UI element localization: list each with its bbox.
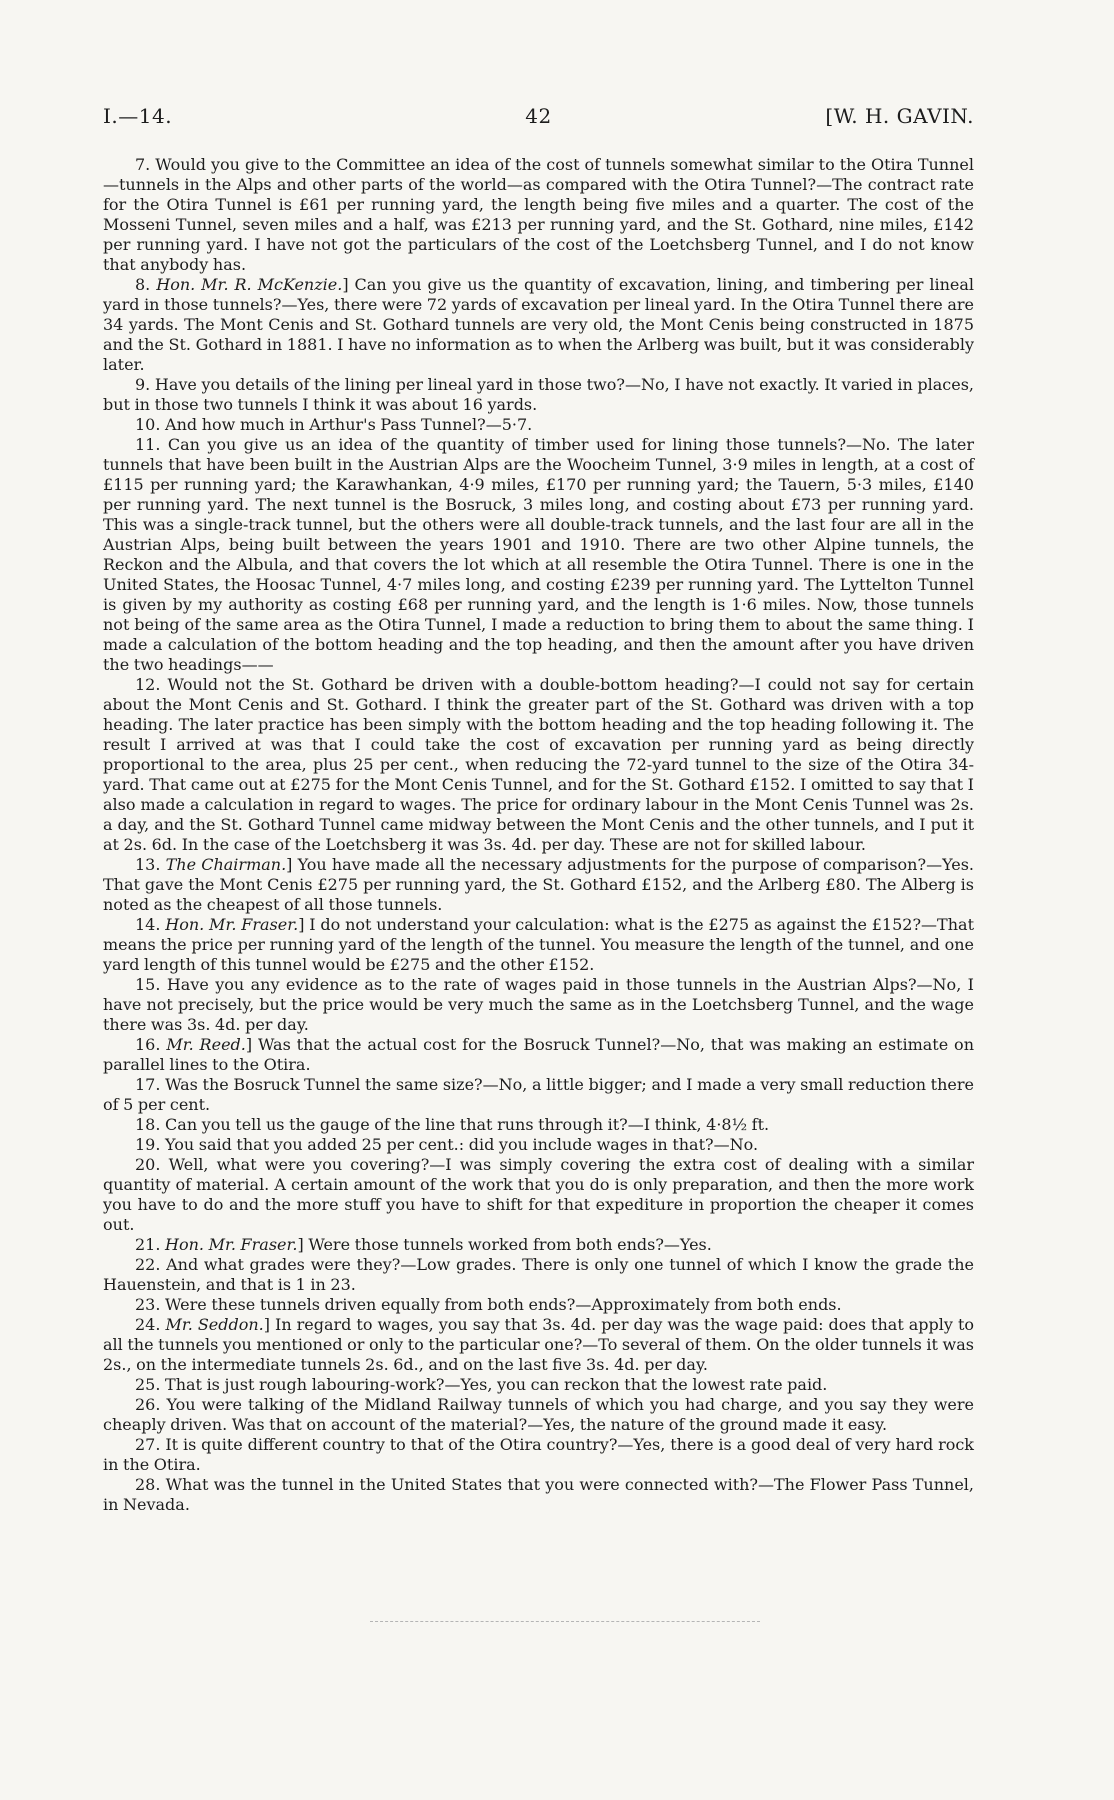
speaker-name: The Chairman. [165,855,287,874]
question-paragraph [103,155,974,275]
speaker-name: Hon. Mr. R. McKenzie. [156,275,343,294]
paragraph-text: 28. What was the tunnel in the United States that you were connected with?—The Flower Pass Tunnel, in Nevada. [103,1475,974,1514]
question-number: 8. [135,275,157,294]
paragraph-text: 15. Have you any evidence as to the rate of wages paid in those tunnels in the Austrian Alps?—No, I have not precisely, but the price would be very much the same as in the Loetchsberg Tunnel, and the wage there was 3s. 4d. per day. [103,975,974,1034]
question-paragraph [103,675,974,855]
paragraph-text: ] Was that the actual cost for the Bosruck Tunnel?—No, that was making an estimate on parallel lines to the Otira. [103,1035,974,1074]
running-header [103,104,974,132]
speaker-name: Mr. Seddon. [165,1315,264,1334]
paragraph-text: ] I do not understand your calculation: what is the £275 as against the £152?—That means the price per running yard of the length of the tunnel. You measure the length of the tunnel, and one yard length of this tunnel would be £275 and the other £152. [103,915,974,974]
document-reference: I.—14. [103,104,173,128]
paragraph-text: 10. And how much in Arthur's Pass Tunnel?—5·7. [135,415,533,434]
end-rule [370,1621,760,1623]
question-paragraph [103,975,974,1035]
question-paragraph [103,915,974,975]
paragraph-text: 11. Can you give us an idea of the quantity of timber used for lining those tunnels?—No. The later tunnels that have been built in the Austrian Alps are the Woocheim Tunnel, 3·9 miles in length, at a cost of £115 per running yard; the Karawhankan, 4·9 miles, £170 per running yard; the Tauern, 5·3 miles, £140 per running yard. The next tunnel is the Bosruck, 3 miles long, and costing about £73 per running yard. This was a single-track tunnel, but the others were all double-track tunnels, and the last four are all in the Austrian Alps, being built between the years 1901 and 1910. There are two other Alpine tunnels, the Reckon and the Albula, and that covers the lot which at all resemble the Otira Tunnel. There is one in the United States, the Hoosac Tunnel, 4·7 miles long, and costing £239 per running yard. The Lyttelton Tunnel is given by my authority as costing £68 per running yard, and the length is 1·6 miles. Now, those tunnels not being of the same area as the Otira Tunnel, I made a reduction to bring them to about the same thing. I made a calculation of the bottom heading and the top heading, and then the amount after you have driven the two headings—— [103,435,974,674]
paragraph-text: 18. Can you tell us the gauge of the line that runs through it?—I think, 4·8½ ft. [135,1115,770,1134]
question-paragraph [103,1435,974,1475]
question-paragraph [103,415,974,435]
question-paragraph [103,1475,974,1515]
question-number: 13. [135,855,166,874]
question-paragraph [103,1155,974,1235]
witness-name: [W. H. GAVIN. [825,104,974,128]
paragraph-text: 22. And what grades were they?—Low grades. There is only one tunnel of which I know the grade the Hauenstein, and that is 1 in 23. [103,1255,974,1294]
speaker-name: Hon. Mr. Fraser. [165,1235,298,1254]
question-number: 16. [135,1035,167,1054]
question-paragraph [103,1035,974,1075]
paragraph-text: 25. That is just rough labouring-work?—Yes, you can reckon that the lowest rate paid. [135,1375,828,1394]
question-number: 24. [135,1315,166,1334]
question-paragraph [103,1075,974,1115]
paragraph-text: 9. Have you details of the lining per lineal yard in those two?—No, I have not exactly. It varied in places, but in those two tunnels I think it was about 16 yards. [103,375,974,414]
question-paragraph [103,1375,974,1395]
question-paragraph [103,1135,974,1155]
paragraph-text: ] Can you give us the quantity of excavation, lining, and timbering per lineal yard in those tunnels?—Yes, there were 72 yards of excavation per lineal yard. In the Otira Tunnel there are 34 yards. The Mont Cenis and St. Gothard tunnels are very old, the Mont Cenis being constructed in 1875 and the St. Gothard in 1881. I have no information as to when the Arlberg was built, but it was considerably later. [103,275,975,374]
question-paragraph [103,1295,974,1315]
paragraph-text: 20. Well, what were you covering?—I was simply covering the extra cost of dealing with a similar quantity of material. A certain amount of the work that you do is only preparation, and then the more work you have to do and the more stuff you have to shift for that expediture in proportion the cheaper it comes out. [103,1155,974,1234]
paragraph-text: 17. Was the Bosruck Tunnel the same size?—No, a little bigger; and I made a very small reduction there of 5 per cent. [103,1075,974,1114]
paragraph-text: 26. You were talking of the Midland Railway tunnels of which you had charge, and you say they were cheaply driven. Was that on account of the material?—Yes, the nature of the ground made it easy. [103,1395,974,1434]
paragraph-text: 23. Were these tunnels driven equally from both ends?—Approximately from both ends. [135,1295,842,1314]
question-paragraph [103,1395,974,1435]
question-paragraph [103,1235,974,1255]
question-number: 14. [135,915,166,934]
question-paragraph [103,1115,974,1135]
page-number: 42 [525,104,552,128]
question-paragraph [103,435,974,675]
question-paragraph [103,275,974,375]
paragraph-text: 7. Would you give to the Committee an idea of the cost of tunnels somewhat similar to the Otira Tunnel—tunnels in the Alps and other parts of the world—as compared with the Otira Tunnel?—The contract rate for the Otira Tunnel is £61 per running yard, the length being five miles and a quarter. The cost of the Mosseni Tunnel, seven miles and a half, was £213 per running yard, and the St. Gothard, nine miles, £142 per running yard. I have not got the particulars of the cost of the Loetchsberg Tunnel, and I do not know that anybody has. [103,155,974,274]
paragraph-text: 27. It is quite different country to that of the Otira country?—Yes, there is a good deal of very hard rock in the Otira. [103,1435,974,1474]
question-paragraph [103,1255,974,1295]
evidence-text [103,155,974,1515]
question-paragraph [103,375,974,415]
speaker-name: Hon. Mr. Fraser. [165,915,299,934]
paragraph-text: 19. You said that you added 25 per cent.: did you include wages in that?—No. [135,1135,759,1154]
question-number: 21. [135,1235,166,1254]
question-paragraph [103,855,974,915]
speaker-name: Mr. Reed. [166,1035,246,1054]
paragraph-text: ] Were those tunnels worked from both ends?—Yes. [297,1235,712,1254]
paragraph-text: ] You have made all the necessary adjustments for the purpose of comparison?—Yes. That gave the Mont Cenis £275 per running yard, the St. Gothard £152, and the Arlberg £80. The Alberg is noted as the cheapest of all those tunnels. [103,855,975,914]
paragraph-text: 12. Would not the St. Gothard be driven with a double-bottom heading?—I could not say for certain about the Mont Cenis and St. Gothard. I think the greater part of the St. Gothard was driven with a top heading. The later practice has been simply with the bottom heading and the top heading following it. The result I arrived at was that I could take the cost of excavation per running yard as being directly proportional to the area, plus 25 per cent., when reducing the 72-yard tunnel to the size of the Otira 34-yard. That came out at £275 for the Mont Cenis Tunnel, and for the St. Gothard £152. I omitted to say that I also made a calculation in regard to wages. The price for ordinary labour in the Mont Cenis Tunnel was 2s. a day, and the St. Gothard Tunnel came midway between the Mont Cenis and the other tunnels, and I put it at 2s. 6d. In the case of the Loetchsberg it was 3s. 4d. per day. These are not for skilled labour. [103,675,974,854]
question-paragraph [103,1315,974,1375]
paragraph-text: ] In regard to wages, you say that 3s. 4d. per day was the wage paid: does that apply to all the tunnels you mentioned or only to the particular one?—To several of them. On the older tunnels it was 2s., on the intermediate tunnels 2s. 6d., and on the last five 3s. 4d. per day. [103,1315,975,1374]
